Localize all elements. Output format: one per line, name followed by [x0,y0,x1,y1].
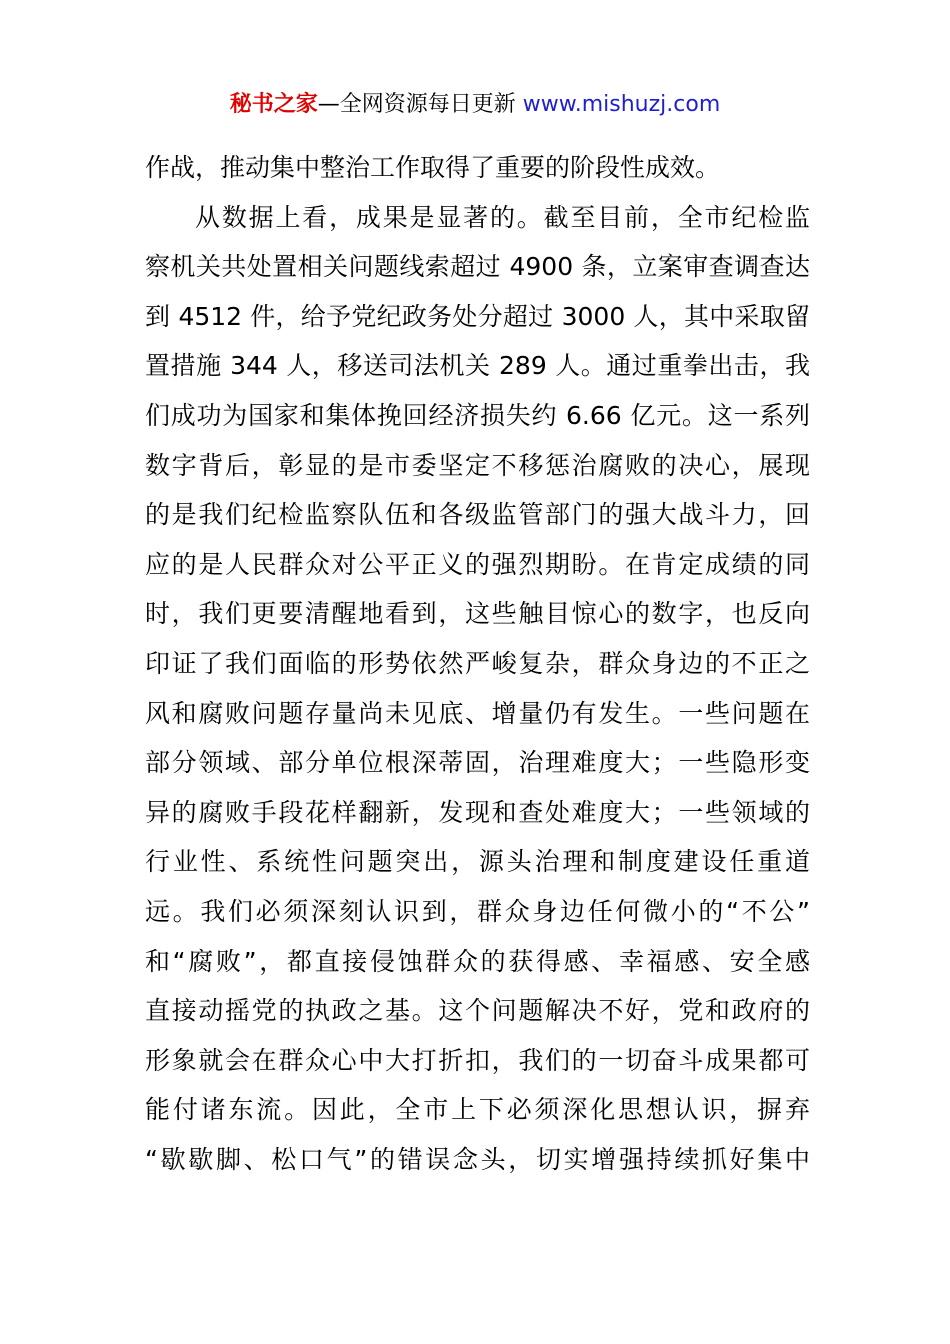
text-line: 的是我们纪检监察队伍和各级监管部门的强大战斗力，回 [145,500,810,530]
text-line: 作战，推动集中整治工作取得了重要的阶段性成效。 [145,153,721,182]
paragraph-first-line: 从数据上看，成果是显著的。截至目前，全市纪检监 [195,202,810,232]
document-body [145,143,810,1184]
text-line: 直接动摇党的执政之基。这个问题解决不好，党和政府的 [145,996,810,1026]
text-line: 和“腐败”，都直接侵蚀群众的获得感、幸福感、安全感 [145,946,810,976]
text-line: 印证了我们面临的形势依然严峻复杂，群众身边的不正之 [145,648,810,678]
text-line: 行业性、系统性问题突出，源头治理和制度建设任重道 [145,847,810,877]
text-line: 数字背后，彰显的是市委坚定不移惩治腐败的决心，展现 [145,450,810,480]
text-line: 们成功为国家和集体挽回经济损失约 6.66 亿元。这一系列 [145,400,810,430]
site-brand: 秘书之家 [229,92,318,117]
text-line: 应的是人民群众对公平正义的强烈期盼。在肯定成绩的同 [145,549,810,579]
page-header [0,88,950,122]
text-line: 形象就会在群众心中大打折扣，我们的一切奋斗成果都可 [145,1045,810,1075]
text-line: 察机关共处置相关问题线索超过 4900 条，立案审查调查达 [145,252,810,282]
text-line: 部分领域、部分单位根深蒂固，治理难度大；一些隐形变 [145,748,810,778]
text-line: 风和腐败问题存量尚未见底、增量仍有发生。一些问题在 [145,698,810,728]
site-tagline: —全网资源每日更新 [317,92,523,117]
text-line: 能付诸东流。因此，全市上下必须深化思想认识，摒弃 [145,1095,810,1125]
text-line: 置措施 344 人，移送司法机关 289 人。通过重拳出击，我 [145,351,810,381]
text-line: 远。我们必须深刻认识到，群众身边任何微小的“不公” [145,896,810,926]
text-line: “歇歇脚、松口气”的错误念头，切实增强持续抓好集中 [145,1144,810,1174]
text-line: 时，我们更要清醒地看到，这些触目惊心的数字，也反向 [145,599,810,629]
site-url-link[interactable]: www.mishuzj.com [522,92,721,117]
text-line: 异的腐败手段花样翻新，发现和查处难度大；一些领域的 [145,797,810,827]
text-line: 到 4512 件，给予党纪政务处分超过 3000 人，其中采取留 [145,301,810,331]
